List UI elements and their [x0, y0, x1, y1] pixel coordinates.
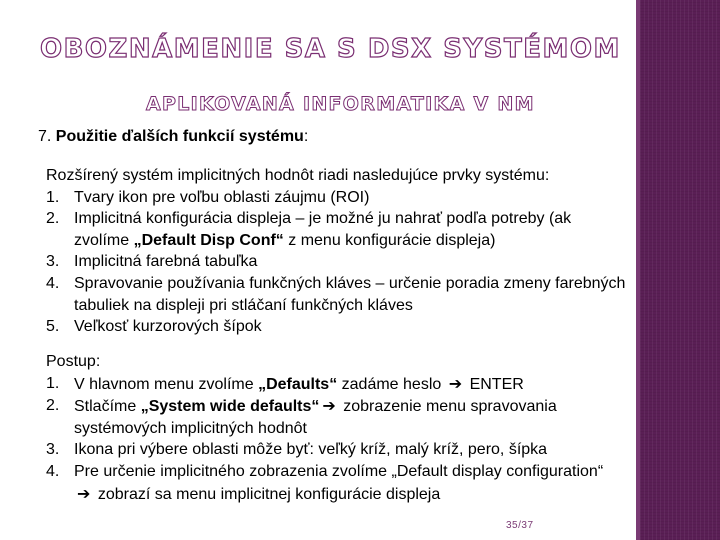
procedure-step	[46, 461, 626, 505]
step-text-part: zobrazenie menu spravovania systémových implicitných hodnôt	[74, 398, 557, 437]
item-number: 2.	[46, 210, 60, 228]
step-text	[74, 461, 626, 505]
item-text	[74, 208, 626, 251]
slide-title: OBOZNÁMENIE SA S DSX SYSTÉMOM	[40, 34, 621, 64]
step-text-part: ENTER	[465, 375, 524, 393]
procedure-step	[46, 439, 626, 461]
heading-number: 7.	[38, 128, 56, 145]
step-text-part: V hlavnom menu zvolíme	[74, 375, 259, 393]
item-text: Veľkosť kurzorových šípok	[74, 318, 262, 336]
step-text	[74, 373, 626, 396]
step-text-part: zadáme heslo	[337, 375, 446, 393]
step-number: 4.	[46, 462, 60, 480]
step-number: 2.	[46, 397, 60, 415]
procedure-step	[46, 373, 626, 396]
step-number: 3.	[46, 441, 60, 459]
page-number: 35/37	[506, 520, 534, 531]
feature-item	[46, 316, 626, 338]
item-text: Spravovanie používania funkčných kláves – určenie poradia zmeny farebných tabuliek na displeji pri stláčaní funkčných kláves	[74, 274, 626, 314]
feature-item	[46, 208, 626, 251]
heading-colon: :	[303, 128, 309, 145]
heading-text: Použitie ďalších funkcií systému	[55, 128, 304, 145]
step-text: Ikona pri výbere oblasti môže byť: veľký kríž, malý kríž, pero, šípka	[74, 441, 548, 459]
feature-item	[46, 251, 626, 273]
step-text-part: Stlačíme	[74, 398, 141, 416]
item-number: 3.	[46, 253, 60, 271]
intro-text: Rozšírený systém implicitných hodnôt riadi nasledujúce prvky systému:	[46, 167, 550, 184]
arrow-right-icon: ➔	[77, 483, 91, 503]
item-text-bold: „Default Disp Conf“	[133, 231, 284, 249]
item-text: Tvary ikon pre voľbu oblasti záujmu (ROI)	[74, 188, 370, 206]
feature-item	[46, 273, 626, 316]
item-text: Implicitná farebná tabuľka	[74, 253, 258, 271]
step-text-bold: „System wide defaults“	[140, 398, 320, 416]
features-block	[46, 165, 626, 338]
feature-item	[46, 187, 626, 209]
arrow-right-icon: ➔	[322, 396, 336, 416]
arrow-right-icon: ➔	[448, 373, 463, 393]
item-text-part: z menu konfigurácie displeja)	[283, 231, 496, 249]
section-heading	[38, 128, 308, 146]
item-number: 5.	[46, 318, 60, 336]
procedure-label: Postup:	[46, 353, 101, 370]
step-text-bold: „Defaults“	[258, 375, 338, 393]
procedure-step	[46, 395, 626, 439]
slide-subtitle: APLIKOVANÁ INFORMATIKA V NM	[146, 93, 535, 115]
decorative-side-band	[640, 0, 720, 540]
step-text	[74, 395, 626, 439]
step-text-part: zobrazí sa menu implicitnej konfigurácie displeja	[93, 485, 441, 503]
item-number: 1.	[46, 188, 60, 206]
item-number: 4.	[46, 274, 60, 292]
step-text-part: Pre určenie implicitného zobrazenia zvolíme „Default display configuration“	[74, 462, 604, 480]
step-number: 1.	[46, 374, 60, 392]
procedure-block	[46, 351, 626, 505]
item-text-part: Implicitná konfigurácia displeja – je možné ju nahrať podľa potreby (ak zvolíme	[74, 210, 572, 249]
